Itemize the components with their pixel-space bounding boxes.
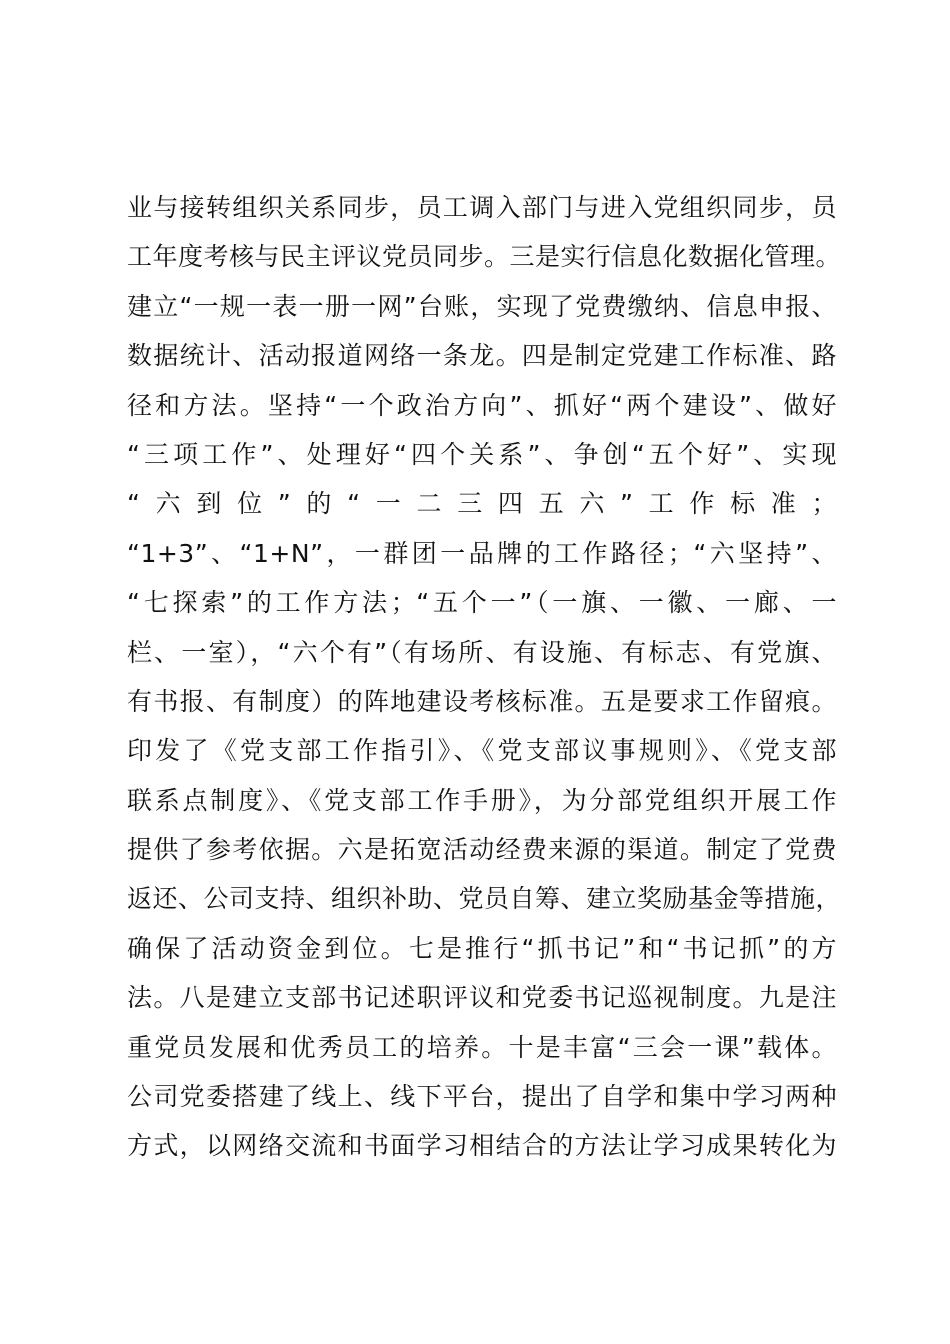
text-line: 方式，以网络交流和书面学习相结合的方法让学习成果转化为 [127, 1131, 837, 1161]
text-line: 业与接转组织关系同步，员工调入部门与进入党组织同步，员 [127, 193, 837, 222]
text-line: 栏、一室），“六个有”（有场所、有设施、有标志、有党旗、 [127, 637, 837, 667]
text-line: 工年度考核与民主评议党员同步。三是实行信息化数据化管理。 [127, 242, 842, 272]
text-line: 返还、公司支持、组织补助、党员自筹、建立奖励基金等措施， [127, 884, 842, 914]
text-line: 建立“一规一表一册一网”台账，实现了党费缴纳、信息申报、 [127, 291, 837, 321]
text-line: 径和方法。坚持“一个政治方向”、抓好“两个建设”、做好 [127, 390, 837, 420]
text-line: 提供了参考依据。六是拓宽活动经费来源的渠道。制定了党费 [127, 835, 837, 865]
text-line: 印发了《党支部工作指引》、《党支部议事规则》、《党支部 [127, 736, 837, 766]
body-text [127, 183, 842, 1171]
text-line: 重党员发展和优秀员工的培养。十是丰富“三会一课”载体。 [127, 1032, 837, 1062]
text-line: “七探索”的工作方法；“五个一”（一旗、一徽、一廊、一 [127, 588, 837, 618]
text-line: “三项工作”、处理好“四个关系”、争创“五个好”、实现 [127, 439, 837, 469]
text-line: “六到位”的“一二三四五六”工作标准； [127, 489, 837, 519]
text-line: 数据统计、活动报道网络一条龙。四是制定党建工作标准、路 [127, 341, 837, 371]
text-line: 联系点制度》、《党支部工作手册》，为分部党组织开展工作 [127, 785, 837, 815]
text-line: 有书报、有制度）的阵地建设考核标准。五是要求工作留痕。 [127, 686, 837, 716]
text-line: 公司党委搭建了线上、线下平台，提出了自学和集中学习两种 [127, 1082, 837, 1112]
text-line: 确保了活动资金到位。七是推行“抓书记”和“书记抓”的方 [127, 933, 837, 963]
text-line: “1+3”、“1+N”，一群团一品牌的工作路径；“六坚持”、 [127, 538, 837, 568]
text-line: 法。八是建立支部书记述职评议和党委书记巡视制度。九是注 [127, 983, 837, 1013]
